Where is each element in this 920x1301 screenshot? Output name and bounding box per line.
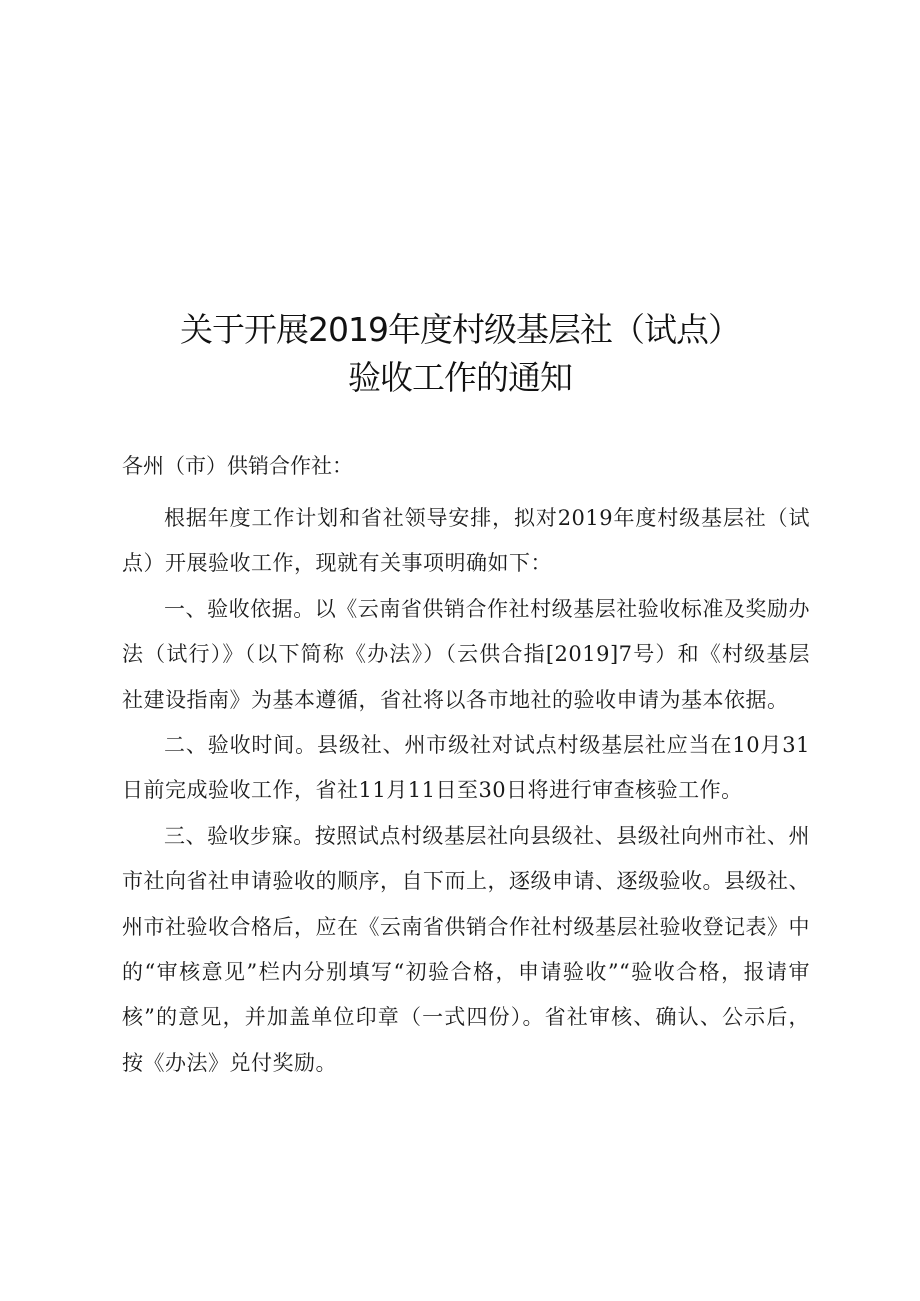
document-title-line-1: 关于开展2019年度村级基层社（试点）	[180, 310, 740, 349]
salutation: 各州（市）供销合作社：	[122, 454, 353, 478]
paragraph-intro: 根据年度工作计划和省社领导安排，拟对2019年度村级基层社（试点）开展验收工作，现就有关事项明确如下：	[122, 506, 810, 576]
paragraph-steps: 三、验收步寐。按照试点村级基层社向县级社、县级社向州市社、州市社向省社申请验收的顺序，自下而上，逐级申请、逐级验收。县级社、州市社验收合格后，应在《云南省供销合作社村级基层社验收登记表》中的“审核意见”栏内分别填写“初验合格，申请验收”“验收合格，报请审核”的意见，并加盖单位印章（一式四份）。省社审核、确认、公示后，按《办法》兑付奖励。	[122, 823, 810, 1075]
body-paragraphs	[122, 496, 810, 1086]
paragraph-basis: 一、验收依据。以《云南省供销合作社村级基层社验收标准及奖励办法（试行）》（以下简称《办法》）（云供合指[2019]7号）和《村级基层社建设指南》为基本遵循，省社将以各市地社的验收申请为基本依据。	[122, 596, 810, 712]
document-title-line-2: 验收工作的通知	[348, 358, 572, 397]
paragraph-time: 二、验收时间。县级社、州市级社对试点村级基层社应当在10月31日前完成验收工作，省社11月11日至30日将进行审查核验工作。	[122, 733, 810, 803]
